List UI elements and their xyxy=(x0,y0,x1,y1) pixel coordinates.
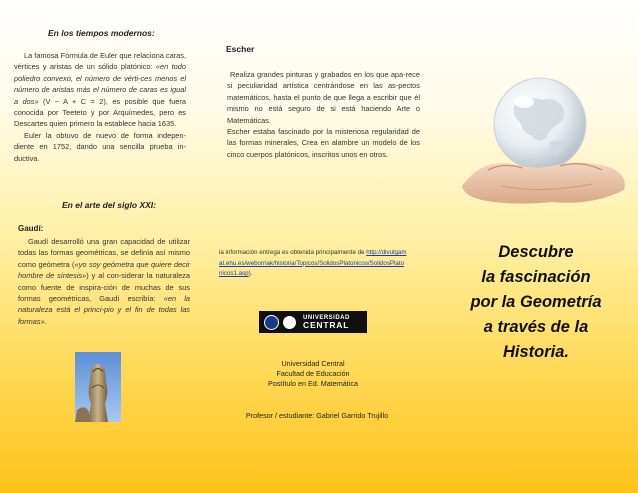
faculty-name: Facultad de Educación xyxy=(276,368,350,378)
brochure-title xyxy=(440,240,632,365)
source-link[interactable]: http://divulgamat.ehu.es/weborriak/historia/Topicos/SolidosPlatonicos/SolidosPlatonicos1.asp xyxy=(219,249,407,277)
info-source: la información entrega es obtenida principalmente de http://divulgamat.ehu.es/weborriak/historia/Topicos/SolidosPlatonicos/SolidosPlatonicos1.asp). xyxy=(219,249,407,277)
logo-blue-circle-icon xyxy=(264,315,279,330)
column-right xyxy=(432,0,638,493)
column-middle xyxy=(213,0,425,493)
title-line: Descubre xyxy=(498,243,574,261)
university-name: Universidad Central xyxy=(281,359,345,368)
heading-21st-century-art: En el arte del siglo XXI: xyxy=(62,200,156,210)
title-line: a través de la xyxy=(483,318,589,336)
gaudi-text: Gaudí desarrolló una gran capacidad de utilizar todas las formas geométricas, se definía así mismo como geómetra («yo soy geómetra que quiere decir hombre de síntesis») y al con-siderar la naturaleza como fuente de inspira-ción de muchas de sus formas geométricas, Gaudí escribía: «en la naturaleza está el princi-pio y el fin de todas las formas». xyxy=(18,237,190,326)
teacher-student: Profesor / estudiante: Gabriel Garrido Trujillo xyxy=(245,411,389,420)
globe-in-hands-image xyxy=(442,66,632,216)
escher-text: Realiza grandes pinturas y grabados en los que apa-rece si peculiaridad artística centrándose en las as-pectos matemáticos, hasta el punto de que llega a escribir que él mismo no está seguro de si está haciendo Arte o Matemáticas. Escher estaba fascinado por la misteriosa regularidad de las formas minerales, Crea en alambre un modelo de los cinco cuerpos platónicos, inscritos unos en otros. xyxy=(227,70,420,159)
institution-info xyxy=(237,359,389,388)
universidad-central-logo xyxy=(259,311,367,333)
gaudi-heading: Gaudí: xyxy=(18,224,44,233)
heading-modern-times: En los tiempos modernos: xyxy=(48,28,155,38)
title-line: la fascinación xyxy=(481,268,591,286)
euler-text: La famosa Fórmula de Euler que relaciona caras, vértices y aristas de un sólido platónico: «en todo poliedro convexo, el número de vérti-ces menos el número de aristas más el número de caras es igual a dos» (V − A + C = 2), es posible que fuera conocida por Teeteto y por Arquímedes, pero es Descartes quien primero la establece hacia 1635. Euler la obtuvo de nuevo de forma indepen-diente en 1752, dando una sencilla prueba in-ductiva. xyxy=(14,51,186,163)
column-left xyxy=(0,0,205,493)
logo-line-2: CENTRAL xyxy=(303,320,350,330)
program-name: Postítulo en Ed. Matemática xyxy=(268,378,358,388)
title-line: por la Geometría xyxy=(470,293,602,311)
logo-line-1: UNIVERSIDAD xyxy=(303,315,350,321)
gaudi-chimney-photo xyxy=(75,352,121,422)
logo-white-circle-icon xyxy=(283,316,296,329)
escher-heading: Escher xyxy=(226,44,255,54)
title-line: Historia. xyxy=(502,343,570,361)
